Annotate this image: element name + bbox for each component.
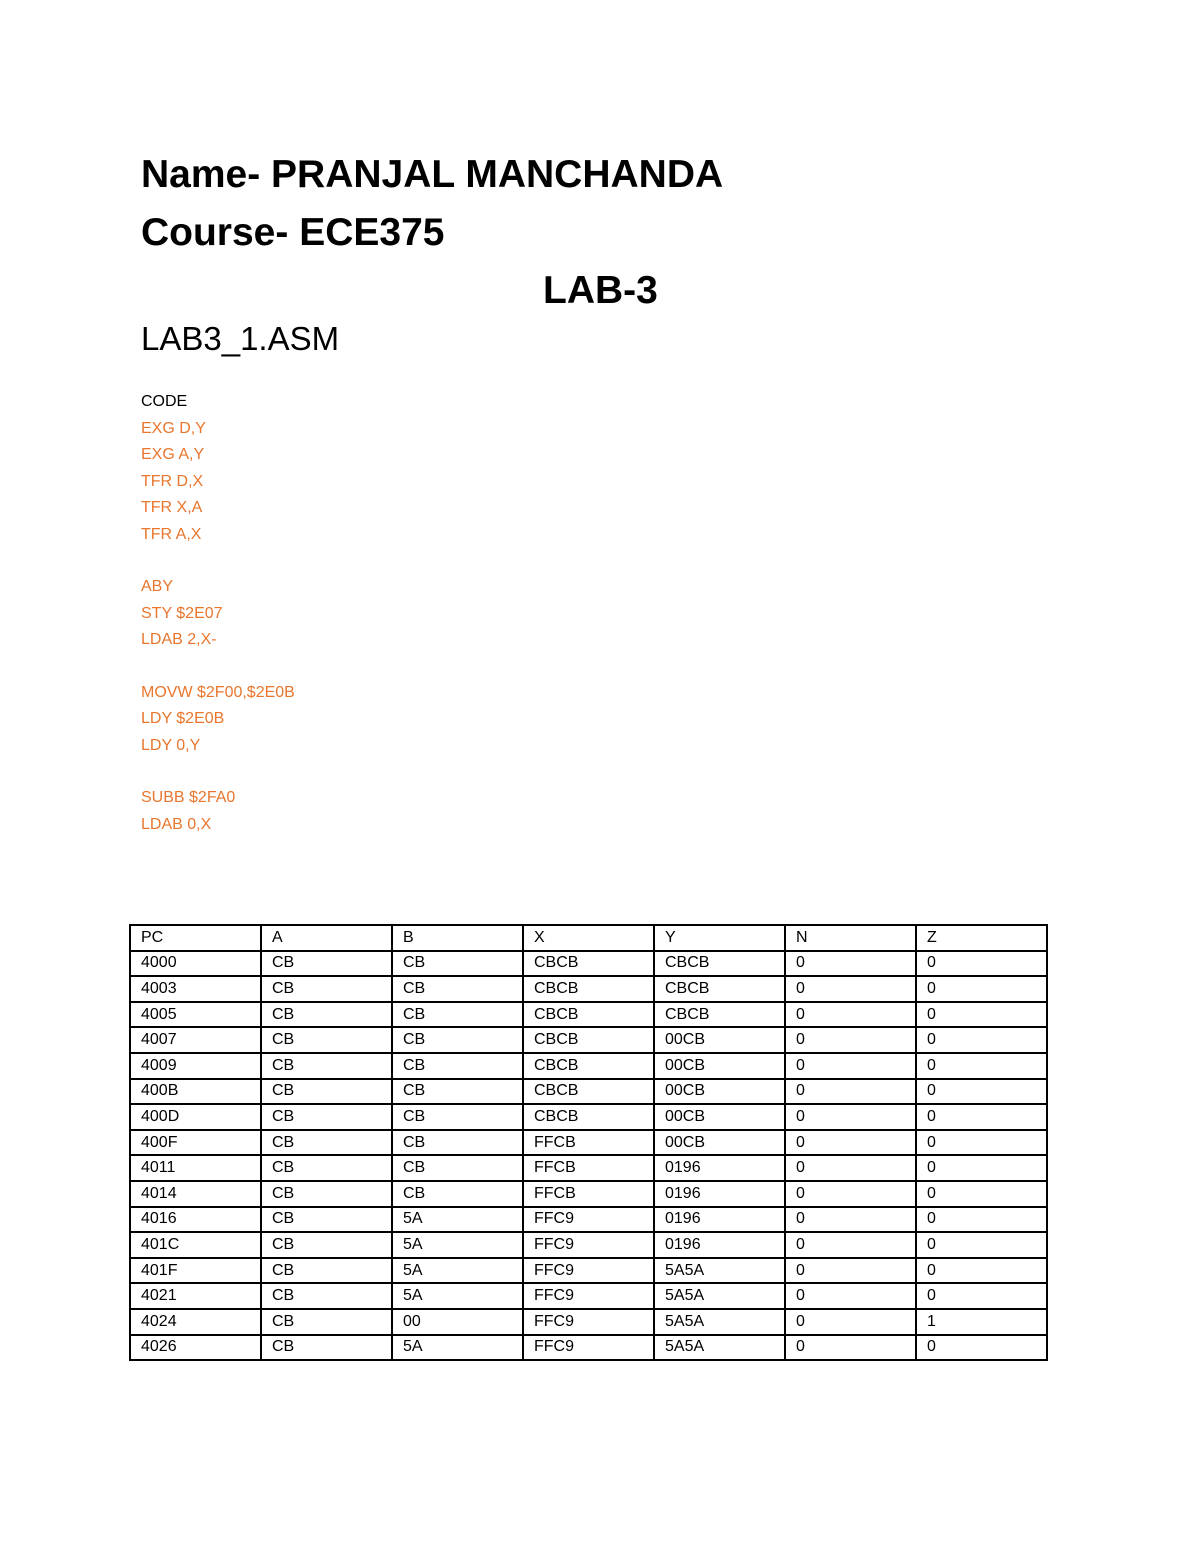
table-cell: FFCB <box>523 1155 654 1181</box>
column-header: N <box>785 925 916 951</box>
table-cell: 00CB <box>654 1104 785 1130</box>
table-cell: 0 <box>785 1283 916 1309</box>
code-line: EXG A,Y <box>141 446 205 464</box>
table-cell: 4014 <box>130 1181 261 1207</box>
table-cell: 0 <box>916 1155 1047 1181</box>
table-cell: 0 <box>785 1258 916 1284</box>
table-cell: FFC9 <box>523 1232 654 1258</box>
course-line: Course- ECE375 <box>141 211 445 254</box>
table-row <box>130 951 1047 977</box>
table-cell: 0 <box>916 1232 1047 1258</box>
table-cell: 4011 <box>130 1155 261 1181</box>
table-cell: 0 <box>916 1104 1047 1130</box>
table-cell: 0 <box>916 1027 1047 1053</box>
table-cell: 0 <box>785 1002 916 1028</box>
table-cell: CB <box>261 1335 392 1361</box>
table-row <box>130 1207 1047 1233</box>
code-blank-line <box>141 763 295 789</box>
table-cell: FFCB <box>523 1181 654 1207</box>
table-cell: CB <box>261 1104 392 1130</box>
table-cell: 0 <box>916 1335 1047 1361</box>
table-cell: CB <box>261 1155 392 1181</box>
code-line: LDY $2E0B <box>141 710 225 728</box>
table-cell: 0 <box>785 1207 916 1233</box>
table-cell: 0196 <box>654 1207 785 1233</box>
table-cell: 0 <box>785 1079 916 1105</box>
column-header: Y <box>654 925 785 951</box>
table-cell: CBCB <box>523 1027 654 1053</box>
table-row <box>130 1130 1047 1156</box>
table-cell: 0 <box>916 1130 1047 1156</box>
table-cell: CBCB <box>654 976 785 1002</box>
table-cell: 0 <box>785 1181 916 1207</box>
table-cell: CB <box>261 1130 392 1156</box>
code-line: LDAB 2,X- <box>141 631 217 649</box>
code-line: EXG D,Y <box>141 420 206 437</box>
table-row <box>130 1181 1047 1207</box>
register-trace-table <box>129 924 1048 1361</box>
table-cell: FFC9 <box>523 1258 654 1284</box>
table-cell: CB <box>392 1002 523 1028</box>
table-cell: CBCB <box>523 1053 654 1079</box>
code-label: CODE <box>141 393 188 410</box>
table-cell: 5A <box>392 1258 523 1284</box>
table-cell: 5A <box>392 1207 523 1233</box>
table-cell: CB <box>261 1207 392 1233</box>
table-cell: 5A5A <box>654 1258 785 1284</box>
table-cell: 0 <box>785 1130 916 1156</box>
table-cell: CB <box>392 1181 523 1207</box>
table-row <box>130 1335 1047 1361</box>
table-row <box>130 1309 1047 1335</box>
code-block <box>141 420 295 842</box>
column-header: A <box>261 925 392 951</box>
table-cell: 5A5A <box>654 1283 785 1309</box>
table-cell: CBCB <box>654 1002 785 1028</box>
table-cell: CB <box>261 1232 392 1258</box>
table-row <box>130 1053 1047 1079</box>
table-cell: CB <box>261 1258 392 1284</box>
table-cell: 4016 <box>130 1207 261 1233</box>
table-cell: CBCB <box>654 951 785 977</box>
table-cell: 0 <box>916 1002 1047 1028</box>
table-cell: 4021 <box>130 1283 261 1309</box>
table-cell: 0 <box>916 951 1047 977</box>
table-cell: 0 <box>916 976 1047 1002</box>
column-header: B <box>392 925 523 951</box>
table-cell: 0 <box>916 1283 1047 1309</box>
table-cell: CB <box>261 1283 392 1309</box>
table-cell: CBCB <box>523 1079 654 1105</box>
table-cell: 00CB <box>654 1027 785 1053</box>
table-cell: 0 <box>785 976 916 1002</box>
table-cell: 0 <box>916 1258 1047 1284</box>
table-cell: CB <box>261 1053 392 1079</box>
column-header: PC <box>130 925 261 951</box>
column-header: Z <box>916 925 1047 951</box>
table-cell: 0 <box>916 1181 1047 1207</box>
table-cell: 4007 <box>130 1027 261 1053</box>
table-cell: 401F <box>130 1258 261 1284</box>
table-row <box>130 1232 1047 1258</box>
table-cell: 400B <box>130 1079 261 1105</box>
table-cell: 0 <box>785 1232 916 1258</box>
table-cell: CB <box>392 976 523 1002</box>
table-cell: CB <box>261 951 392 977</box>
table-cell: 0 <box>785 951 916 977</box>
table-cell: 4003 <box>130 976 261 1002</box>
table-cell: 00 <box>392 1309 523 1335</box>
lab-title: LAB-3 <box>543 269 658 312</box>
table-cell: CBCB <box>523 1104 654 1130</box>
code-line: TFR A,X <box>141 525 202 543</box>
table-cell: CB <box>392 1155 523 1181</box>
file-name: LAB3_1.ASM <box>141 320 340 357</box>
table-row <box>130 1104 1047 1130</box>
table-cell: 0 <box>916 1207 1047 1233</box>
code-blank-line <box>141 552 295 578</box>
table-cell: CB <box>261 976 392 1002</box>
table-cell: CB <box>261 1079 392 1105</box>
table-cell: CB <box>392 1053 523 1079</box>
table-cell: FFC9 <box>523 1335 654 1361</box>
table-cell: 400D <box>130 1104 261 1130</box>
table-cell: 4026 <box>130 1335 261 1361</box>
code-line: TFR D,X <box>141 472 204 490</box>
table-cell: 00CB <box>654 1053 785 1079</box>
table-cell: 5A5A <box>654 1335 785 1361</box>
table-cell: 00CB <box>654 1079 785 1105</box>
table-cell: CBCB <box>523 976 654 1002</box>
table-row <box>130 1258 1047 1284</box>
table-cell: 0 <box>916 1079 1047 1105</box>
table-cell: FFC9 <box>523 1283 654 1309</box>
table-cell: 5A <box>392 1232 523 1258</box>
table-row <box>130 1283 1047 1309</box>
table-cell: 00CB <box>654 1130 785 1156</box>
table-cell: 0196 <box>654 1232 785 1258</box>
table-cell: 1 <box>916 1309 1047 1335</box>
table-cell: CBCB <box>523 1002 654 1028</box>
name-line: Name- PRANJAL MANCHANDA <box>141 153 724 196</box>
code-line: SUBB $2FA0 <box>141 789 236 807</box>
table-cell: FFC9 <box>523 1207 654 1233</box>
table-row <box>130 1079 1047 1105</box>
table-header-row <box>130 925 1047 951</box>
table-cell: CB <box>392 951 523 977</box>
table-cell: 400F <box>130 1130 261 1156</box>
table-cell: 0 <box>785 1027 916 1053</box>
table-cell: 0196 <box>654 1181 785 1207</box>
table-cell: 0 <box>785 1335 916 1361</box>
table-cell: 0 <box>916 1053 1047 1079</box>
table-cell: 0 <box>785 1309 916 1335</box>
table-cell: CBCB <box>523 951 654 977</box>
table-cell: 0 <box>785 1104 916 1130</box>
table-cell: CB <box>392 1104 523 1130</box>
code-line: ABY <box>141 578 174 596</box>
table-row <box>130 976 1047 1002</box>
table-cell: 5A <box>392 1283 523 1309</box>
table-cell: CB <box>261 1309 392 1335</box>
table-cell: CB <box>392 1079 523 1105</box>
table-row <box>130 1155 1047 1181</box>
code-blank-line <box>141 658 295 684</box>
table-cell: 0 <box>785 1053 916 1079</box>
table-cell: 4009 <box>130 1053 261 1079</box>
table-cell: CB <box>261 1002 392 1028</box>
table-cell: 0196 <box>654 1155 785 1181</box>
table-cell: 4024 <box>130 1309 261 1335</box>
code-line: LDAB 0,X <box>141 815 212 833</box>
table-cell: FFCB <box>523 1130 654 1156</box>
code-line: STY $2E07 <box>141 604 223 622</box>
table-cell: 5A <box>392 1335 523 1361</box>
table-cell: 401C <box>130 1232 261 1258</box>
table-cell: CB <box>392 1130 523 1156</box>
table-cell: 4000 <box>130 951 261 977</box>
code-line: MOVW $2F00,$2E0B <box>141 683 295 701</box>
table-row <box>130 1027 1047 1053</box>
table-cell: CB <box>261 1027 392 1053</box>
table-cell: CB <box>261 1181 392 1207</box>
table-cell: 5A5A <box>654 1309 785 1335</box>
table-row <box>130 1002 1047 1028</box>
code-line: LDY 0,Y <box>141 736 201 754</box>
column-header: X <box>523 925 654 951</box>
table-cell: CB <box>392 1027 523 1053</box>
table-cell: 0 <box>785 1155 916 1181</box>
code-line: TFR X,A <box>141 499 203 517</box>
table-cell: FFC9 <box>523 1309 654 1335</box>
table-cell: 4005 <box>130 1002 261 1028</box>
